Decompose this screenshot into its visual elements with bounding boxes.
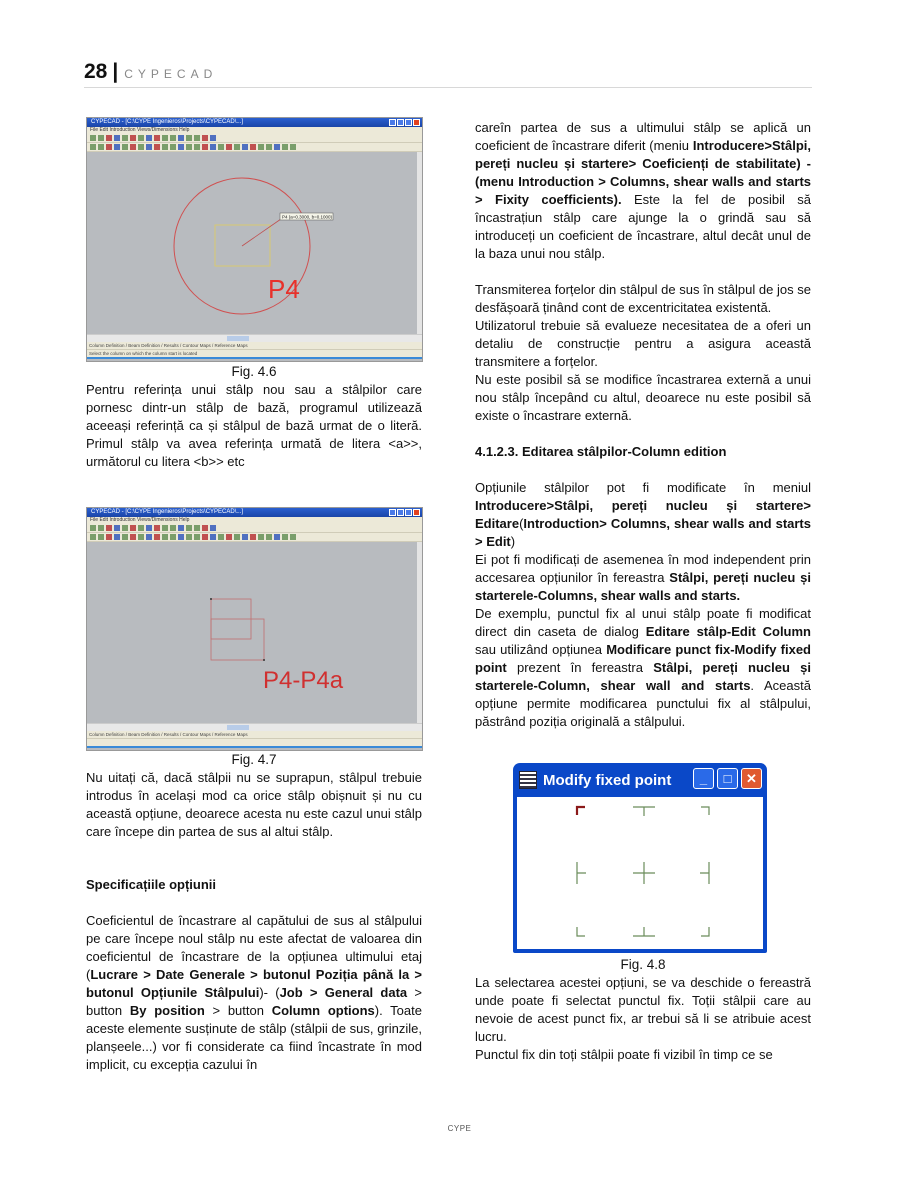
column-drawing [87, 542, 422, 723]
horizontal-scrollbar [87, 723, 422, 731]
paragraph: Coeficientul de încastrare al capătului de sus al stâlpului pe care începe noul stâlp nu este afectat de valoarea din coeficientul de încastrare de la opțiunea ultimului etaj (Lucrare > Date Generale > butonul Poziția până la > butonul Opțiunile Stâlpului)- (Job > General data > button By position > button Column options). Toate aceste elemente susținute de stâlp (stâlpii de sus, grinzile, planșeele...) vor fi considerate ca fiind încastrate în mod implicit, cu excepția cazului în [86, 913, 422, 1072]
column-tooltip: P4 (a=0.3000, b=0.1000) [282, 214, 333, 220]
cad-toolbar-1 [87, 524, 422, 533]
vertical-scrollbar [417, 152, 422, 334]
paragraph: La selectarea acestei opțiuni, se va deschide o fereastră unde poate fi selectat punctul fix. Toții stâlpii care au nevoie de acest punct fix, ar trebui să li se atribuie acest lucru. [475, 975, 811, 1044]
header-rule [84, 87, 812, 88]
minimize-button[interactable]: _ [693, 768, 714, 789]
cad-status: Select the column on which the column start is located [87, 349, 422, 357]
figure-4-6-screenshot [86, 117, 423, 362]
fixed-point-middle-left[interactable] [577, 862, 586, 884]
cad-canvas [87, 152, 422, 334]
fixed-point-top-center[interactable] [633, 807, 655, 816]
header-brand: CYPECAD [124, 67, 218, 81]
left-column-bottom [86, 876, 422, 1074]
column-label: P4-P4a [263, 667, 344, 694]
fixed-point-middle-right[interactable] [700, 862, 709, 884]
close-button[interactable]: ✕ [741, 768, 762, 789]
paragraph: Opțiunile stâlpilor pot fi modificate în meniul Introducere>Stâlpi, pereți nucleu și startere> Editare(Introduction> Columns, shear walls and starts > Edit) [475, 480, 811, 549]
close-icon [413, 119, 420, 126]
paragraph: Ei pot fi modificați de asemenea în mod independent prin accesarea opțiunilor în fereastra Stâlpi, pereți nucleu și starterele-Columns, shear walls and starts. [475, 552, 811, 603]
paragraph: De exemplu, punctul fix al unui stâlp poate fi modificat direct din caseta de dialog Editare stâlp-Edit Column sau utilizând opțiunea Modificare punct fix-Modify fixed point prezent în fereastra Stâlpi, pereți nucleu și starterele-Column, shear wall and starts. Această opțiune permite modificarea punctului fix al stâlpului, păstrând poziția originală a stâlpului. [475, 606, 812, 729]
figure-caption-4-8: Fig. 4.8 [620, 957, 666, 972]
fixed-point-top-right[interactable] [701, 807, 709, 815]
cad-toolbar-2 [87, 143, 422, 152]
modify-fixed-point-dialog [513, 763, 767, 953]
paragraph: Nu uitați că, dacă stâlpii nu se suprapun, stâlpul trebuie introdus în același mod ca orice stâlp obișnuit și nu cu această opțiune, deoarece acesta nu este cazul unui stâlp care începe din partea de sus al altui stâlp. [86, 770, 422, 839]
header-separator: | [112, 60, 119, 83]
figure-caption-4-6: Fig. 4.6 [231, 364, 277, 379]
maximize-icon [405, 119, 412, 126]
fixed-point-center[interactable] [633, 862, 655, 884]
figure-caption-4-7: Fig. 4.7 [231, 752, 277, 767]
maximize-button[interactable]: □ [717, 768, 738, 789]
cad-tabs: Column Definition / Beam Definition / Results / Contour Maps / Reference Maps [87, 731, 422, 738]
cad-window-title: CYPECAD - [C:\CYPE Ingenieros\Projects\CYPECAD\...] [91, 509, 244, 515]
cad-toolbar-1 [87, 134, 422, 143]
paragraph: Utilizatorul trebuie să evalueze necesitatea de a oferi un detaliu de construcție pentru a asigura această transmitere a forțelor. [475, 318, 811, 369]
section-heading: Specificațiile opțiunii [86, 877, 217, 892]
left-column-middle [86, 751, 422, 841]
cad-titlebar [87, 118, 422, 127]
right-column-bottom [475, 956, 811, 1064]
fixed-point-bottom-right[interactable] [701, 927, 709, 936]
paragraph: Nu este posibil să se modifice încastrarea externă a unui nou stâlp începând cu altul, deoarece nu este posibil să existe o încastrare externă. [475, 372, 811, 423]
paragraph: Transmiterea forțelor din stâlpul de sus în stâlpul de jos se desfășoară ținând cont de excentricitatea existentă. [475, 282, 811, 315]
close-icon [413, 509, 420, 516]
fixed-point-bottom-center[interactable] [633, 927, 655, 936]
cad-canvas [87, 542, 422, 723]
right-column-top [475, 119, 811, 731]
cad-menubar: File Edit Introduction Views/Dimensions Help [87, 517, 422, 524]
vertical-scrollbar [417, 542, 422, 723]
left-column-top [86, 363, 422, 471]
dialog-app-icon [519, 771, 537, 789]
cad-tabs: Column Definition / Beam Definition / Results / Contour Maps / Reference Maps [87, 342, 422, 349]
paragraph: Pentru referința unui stâlp nou sau a stâlpilor care pornesc dintr-un stâlp de bază, programul utilizează aceeași referință ca și stâlpul de bază urmat de o literă. Primul stâlp va avea referința urmată de litera <a>>, următorul cu litera <b>> etc [86, 382, 422, 469]
horizontal-scrollbar [87, 334, 422, 342]
cad-titlebar [87, 508, 422, 517]
fixed-point-top-left[interactable] [577, 807, 585, 815]
help-icon [389, 119, 396, 126]
paragraph: careîn partea de sus a ultimului stâlp se aplică un coeficient de încastrare diferit (meniu Introducere>Stâlpi, pereți nucleu și startere> Coeficienți de stabilitate) - (menu Introduction > Columns, shear walls and starts > Fixity coefficients). Este la fel de posibil să încastrațiun stâlp care ajunge la o grindă sau să introduceți un coeficient de încastrare, altul decât unul de la baza unui nou stâlp. [475, 120, 812, 261]
page-number: 28 [84, 60, 108, 83]
page-header [84, 60, 217, 84]
column-drawing [87, 152, 422, 334]
help-icon [389, 509, 396, 516]
page-footer: CYPE [447, 1124, 472, 1133]
figure-4-7-screenshot [86, 507, 423, 751]
cad-toolbar-2 [87, 533, 422, 542]
maximize-icon [405, 509, 412, 516]
section-heading: 4.1.2.3. Editarea stâlpilor-Column edition [475, 444, 727, 459]
dialog-title: Modify fixed point [543, 771, 672, 789]
fixed-point-grid [517, 797, 763, 949]
cad-menubar: File Edit Introduction Views/Dimensions Help [87, 127, 422, 134]
minimize-icon [397, 119, 404, 126]
fixed-point-bottom-left[interactable] [577, 927, 585, 936]
minimize-icon [397, 509, 404, 516]
cad-status [87, 738, 422, 746]
paragraph: Punctul fix din toți stâlpii poate fi vizibil în timp ce se [475, 1047, 773, 1062]
cad-window-title: CYPECAD - [C:\CYPE Ingenieros\Projects\CYPECAD\...] [91, 119, 244, 125]
column-label: P4 [268, 274, 300, 304]
